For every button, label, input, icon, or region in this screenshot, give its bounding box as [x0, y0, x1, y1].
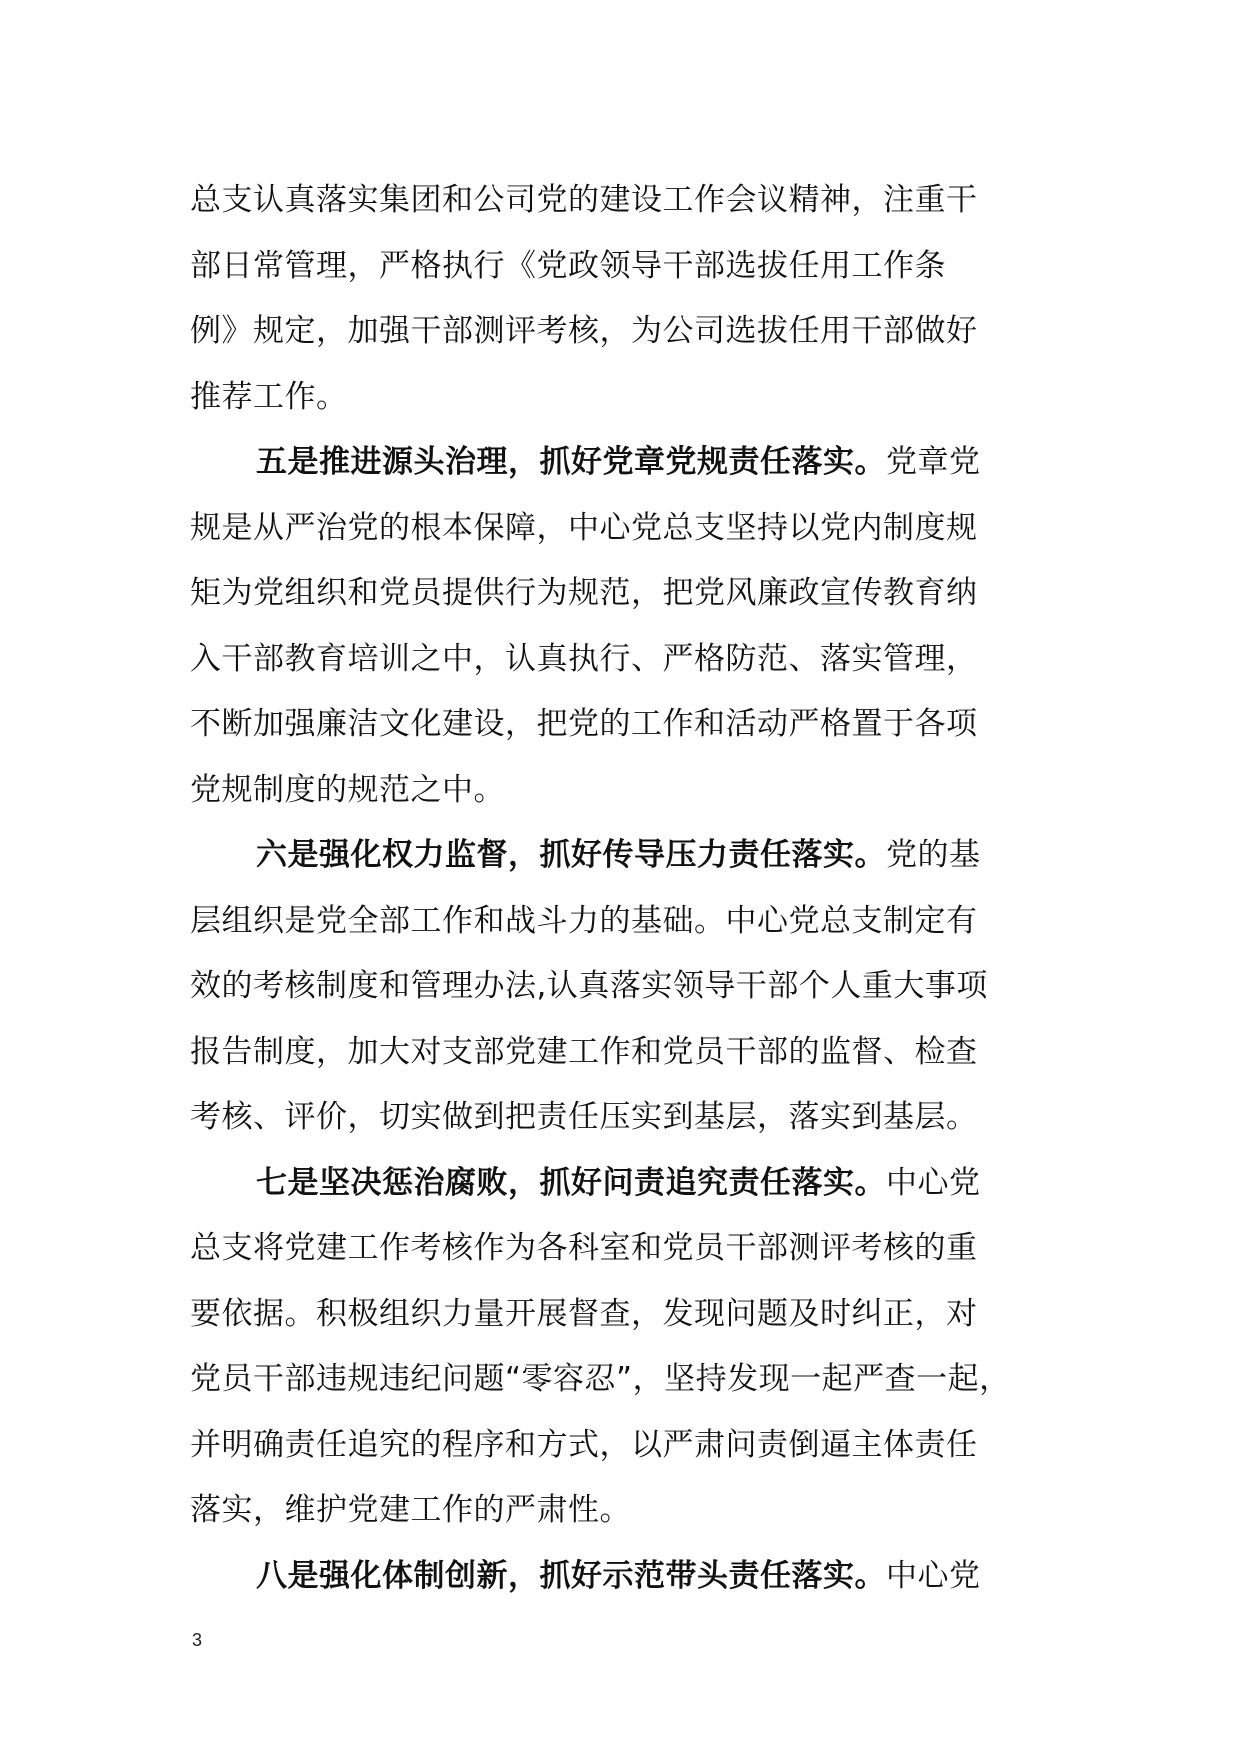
- section-heading: 五是推进源头治理，抓好党章党规责任落实。: [256, 444, 886, 480]
- text-line: 并明确责任追究的程序和方式，以严肃问责倒逼主体责任: [190, 1426, 978, 1463]
- text-line: 矩为党组织和党员提供行为规范，把党风廉政宣传教育纳: [190, 575, 978, 611]
- text-line: 要依据。积极组织力量开展督查，发现问题及时纠正，对: [190, 1295, 978, 1332]
- section-heading: 八是强化体制创新，抓好示范带头责任落实。: [256, 1557, 886, 1594]
- text-line: 报告制度，加大对支部党建工作和党员干部的监督、检查: [190, 1033, 978, 1070]
- text-line: 党规制度的规范之中。: [190, 771, 505, 808]
- text-line: 层组织是党全部工作和战斗力的基础。中心党总支制定有: [190, 902, 978, 939]
- section-heading: 六是强化权力监督，抓好传导压力责任落实。: [256, 837, 886, 873]
- text-line: 规是从严治党的根本保障，中心党总支坚持以党内制度规: [190, 509, 978, 546]
- section-heading-line: 五是推进源头治理，抓好党章党规责任落实。党章党: [256, 444, 981, 480]
- text-line: 部日常管理，严格执行《党政领导干部选拔任用工作条: [190, 247, 946, 284]
- text-line: 考核、评价，切实做到把责任压实到基层，落实到基层。: [190, 1099, 978, 1135]
- text-line: 党员干部违规违纪问题“零容忍”，坚持发现一起严查一起，: [190, 1361, 1011, 1397]
- text-line: 不断加强廉洁文化建设，把党的工作和活动严格置于各项: [190, 706, 978, 742]
- page-number: 3: [192, 1630, 203, 1650]
- text-line: 落实，维护党建工作的严肃性。: [190, 1492, 631, 1528]
- section-heading-line: 六是强化权力监督，抓好传导压力责任落实。党的基: [256, 837, 981, 873]
- section-heading-line: 八是强化体制创新，抓好示范带头责任落实。中心党: [256, 1557, 981, 1594]
- text-line: 总支认真落实集团和公司党的建设工作会议精神，注重干: [190, 182, 978, 218]
- body-text: [190, 168, 1090, 1609]
- text-line: 效的考核制度和管理办法,认真落实领导干部个人重大事项: [190, 968, 988, 1004]
- section-heading-line: 七是坚决惩治腐败，抓好问责追究责任落实。中心党: [256, 1164, 981, 1201]
- text-line: 例》规定，加强干部测评考核，为公司选拔任用干部做好: [190, 313, 978, 349]
- text-line: 总支将党建工作考核作为各科室和党员干部测评考核的重: [190, 1230, 978, 1266]
- text-line: 入干部教育培训之中，认真执行、严格防范、落实管理，: [190, 640, 978, 677]
- text-line: 推荐工作。: [190, 378, 348, 415]
- section-heading: 七是坚决惩治腐败，抓好问责追究责任落实。: [256, 1164, 886, 1201]
